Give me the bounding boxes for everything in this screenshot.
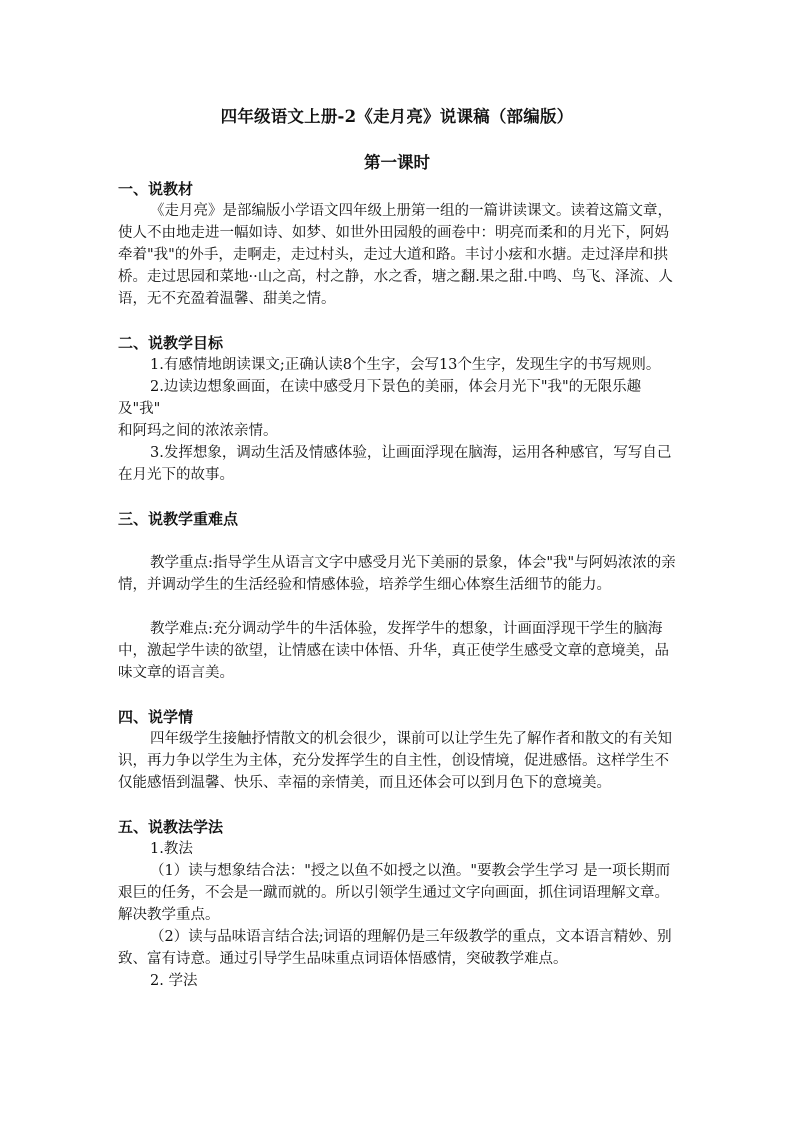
objective-3: 3.发挥想象，调动生活及情感体验，让画面浮现在脑海，运用各种感官，写写自己在月光下的故事。 <box>118 445 672 483</box>
method-item-1: （1）读与想象结合法："授之以鱼不如授之以渔。"要教会学生学习 是一项长期而艰巨的任务，不会是一蹴而就的。所以引领学生通过文字向画面，抓住词语理解文章。解决教学重点。 <box>118 863 671 923</box>
paragraph-students: 四年级学生接触抒情散文的机会很少，课前可以让学生先了解作者和散文的有关知识，再力争以学生为主体，充分发挥学生的自主性，创设情境，促进感悟。这样学生不仅能感悟到温馨、快乐、幸福的亲情美，而且还体会可以到月色下的意境美。 <box>118 731 672 791</box>
objective-2-continued: 和阿玛之间的浓浓亲情。 <box>118 423 278 439</box>
section-heading-methods: 五、说教法学法 <box>118 818 224 836</box>
section-heading-students: 四、说学情 <box>118 708 194 726</box>
paragraph-textbook: 《走月亮》是部编版小学语文四年级上册第一组的一篇讲读课文。读着这篇文章，使人不由地走进一幅如诗、如梦、如世外田园般的画卷中：明亮而柔和的月光下，阿妈牵着"我"的外手，走啊走，走过村头，走过大道和路。丰讨小痃和水搪。走过泽岸和拱桥。走过思园和菜地··山之高，村之静，水之香，塘之翻.果之甜.中鸣、鸟飞、泽流、人语，无不充盈着温馨、甜美之情。 <box>118 203 673 307</box>
document-title: 四年级语文上册-2《走月亮》说课稿（部编版） <box>220 107 574 126</box>
section-heading-objectives: 二、说教学目标 <box>118 334 224 352</box>
objective-1: 1.有感情地朗读课文;正确认读8个生字，会写13个生字，发现生字的书写规则。 <box>150 357 661 373</box>
method-teaching-label: 1.教法 <box>150 841 193 857</box>
method-item-2: （2）读与品味语言结合法;词语的理解仍是三年级教学的重点，文本语言精妙、别致、富有诗意。通过引导学生品味重点词语体悟感情，突破教学难点。 <box>118 929 672 967</box>
paragraph-difficult-point: 教学难点:充分调动学牛的牛活体验，发挥学牛的想象，计画面浮现干学生的脑海中，激起学牛读的欲望，让情感在读中体悟、升华，真正使学生感受文章的意境美，品味文章的语言美。 <box>118 621 669 681</box>
paragraph-key-point: 教学重点:指导学生从语言文字中感受月光下美丽的景象，体会"我"与阿妈浓浓的亲情，并调动学生的生活经验和情感体验，培养学生细心体察生活细节的能力。 <box>118 555 676 593</box>
section-heading-key-points: 三、说教学重难点 <box>118 510 239 528</box>
section-heading-textbook: 一、说教材 <box>118 180 194 198</box>
objective-2: 2.边读边想象画面，在读中感受月下景色的美丽，体会月光下"我"的无限乐趣及"我" <box>118 379 642 417</box>
method-learning-label: 2. 学法 <box>150 973 198 989</box>
lesson-subtitle: 第一课时 <box>364 153 430 172</box>
document-body <box>118 178 680 992</box>
